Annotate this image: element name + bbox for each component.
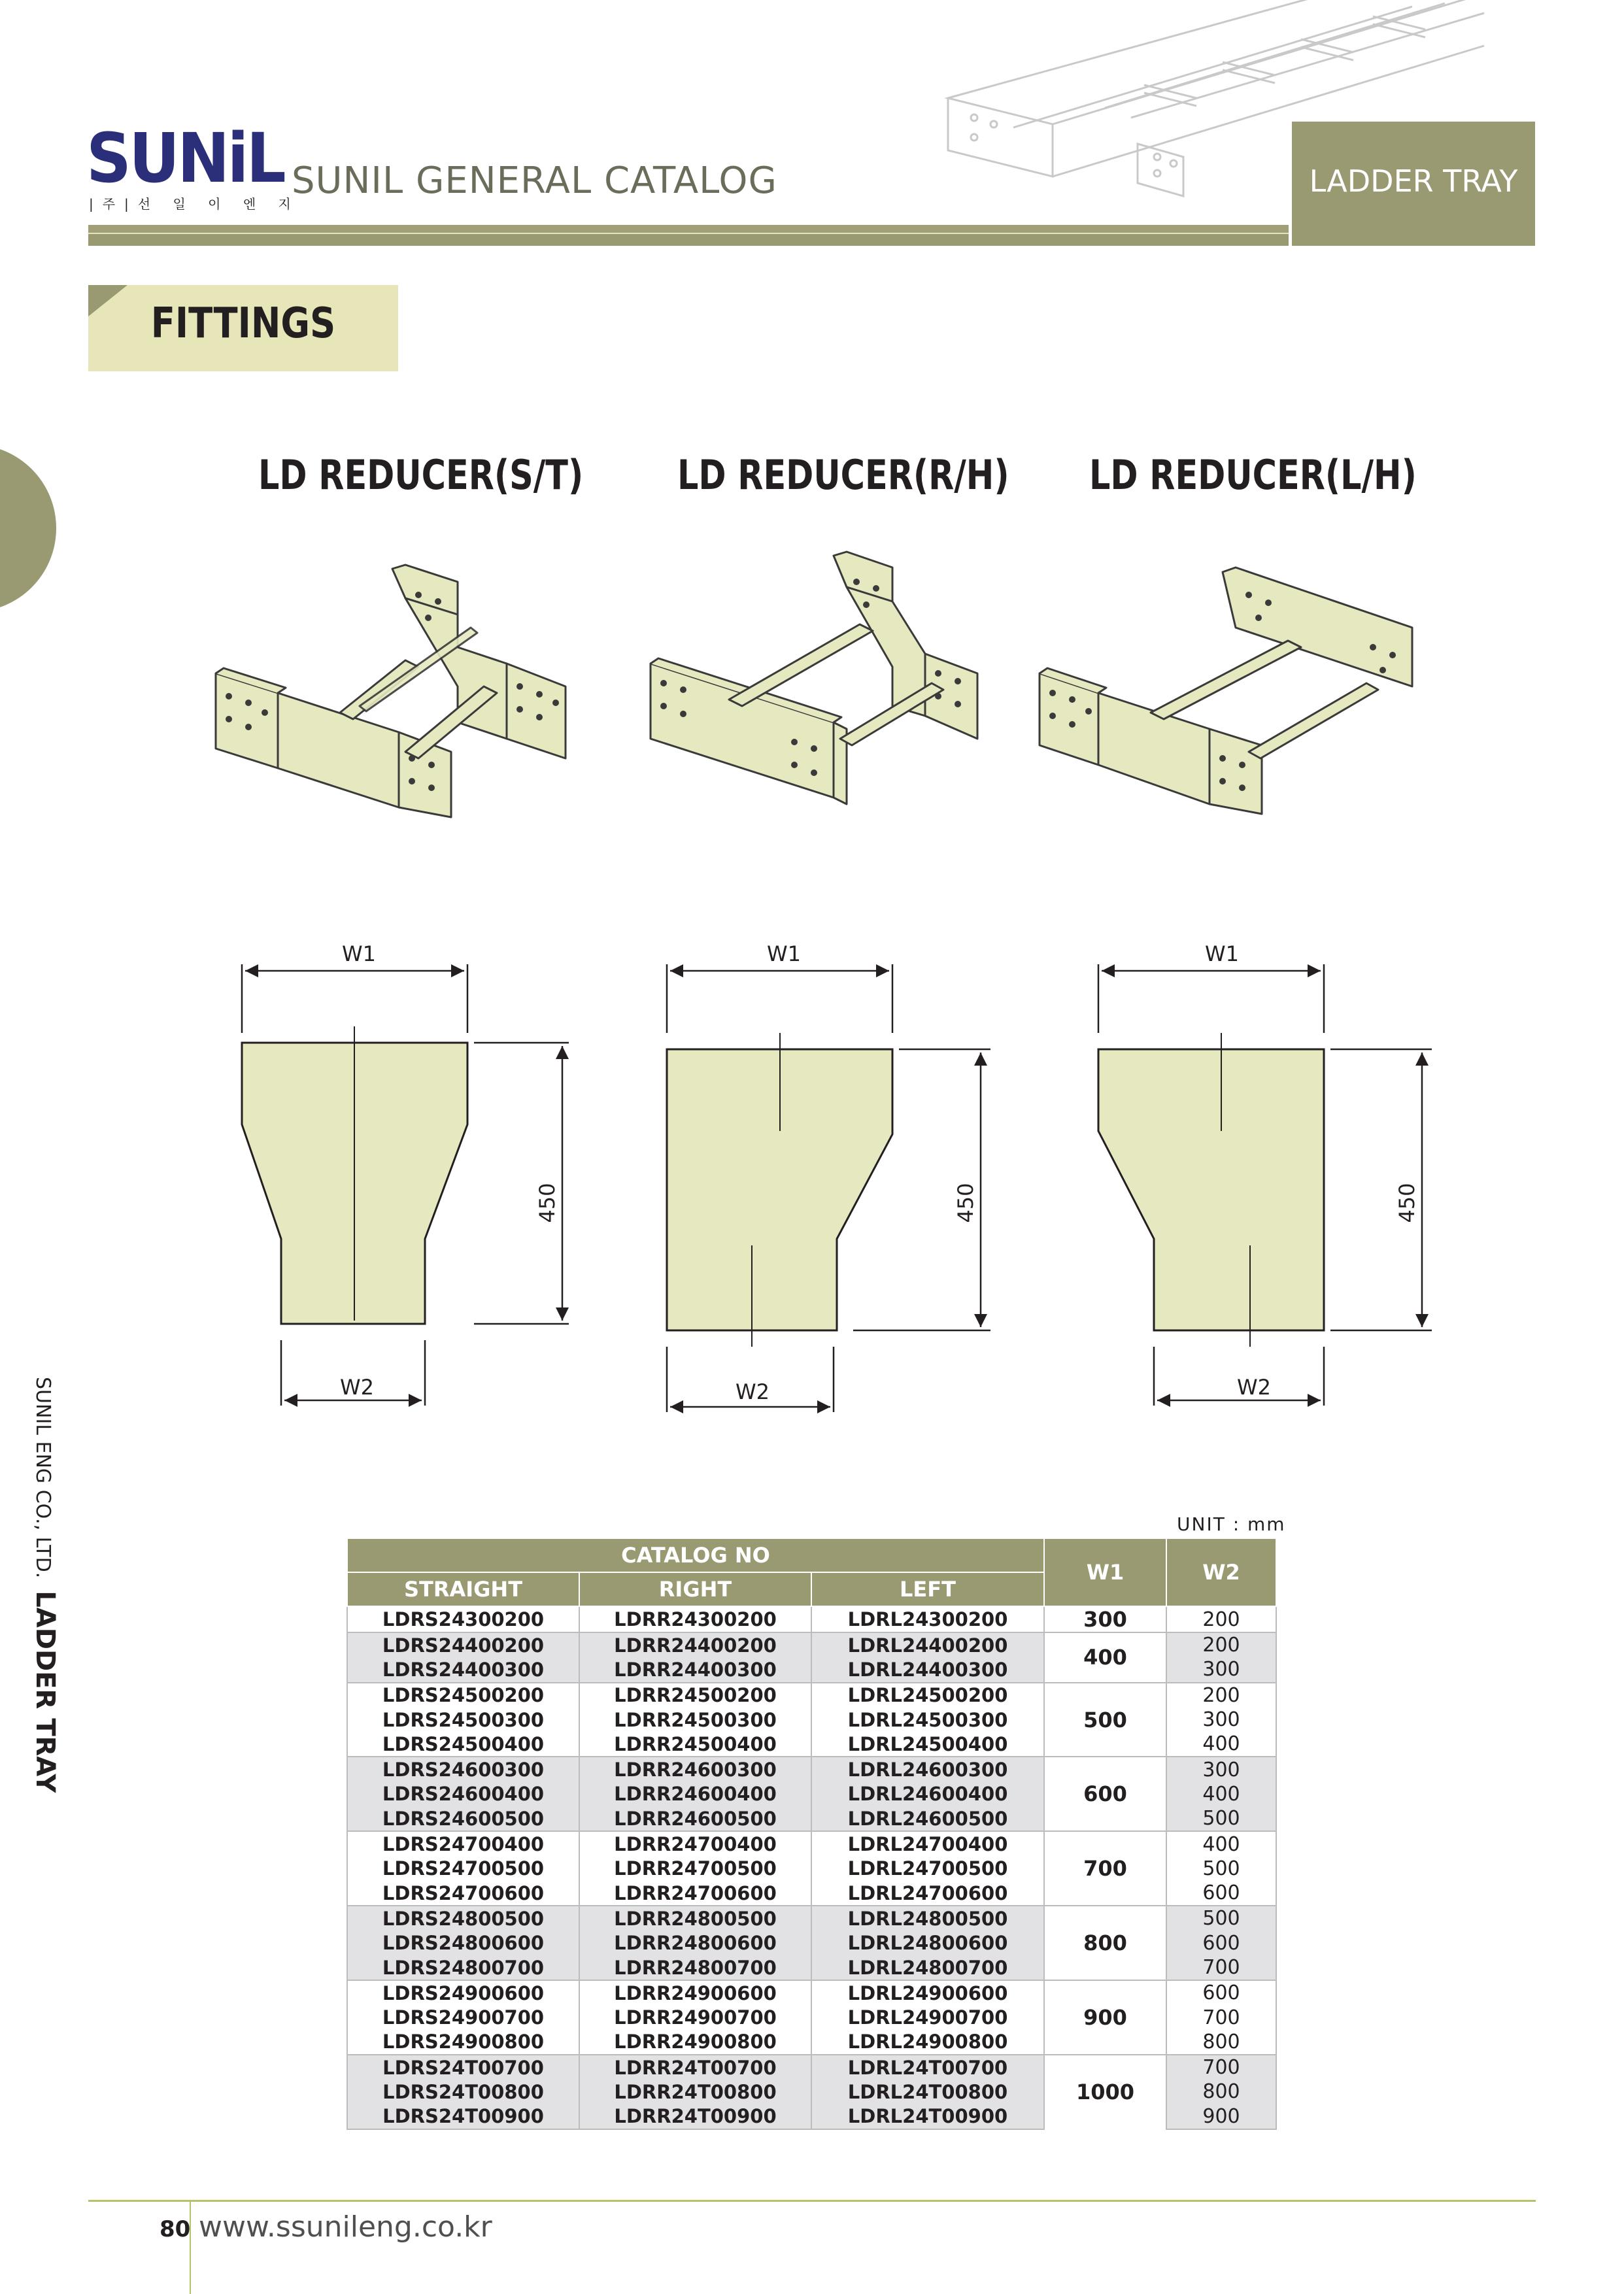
cell-w1: 400 (1044, 1632, 1166, 1683)
cell-left: LDRL24800500 (811, 1906, 1044, 1931)
header-w1: W1 (1044, 1538, 1166, 1606)
cell-w2: 200 (1166, 1683, 1276, 1708)
cell-left: LDRL24500200 (811, 1683, 1044, 1708)
lh-length-label: 450 (1395, 1183, 1419, 1223)
header-rule (88, 225, 1289, 233)
st-w2-label: W2 (340, 1375, 374, 1400)
cell-w1: 900 (1044, 1980, 1166, 2055)
cell-right: LDRR24700400 (579, 1831, 811, 1856)
footer-rule (88, 2200, 1536, 2202)
cell-left: LDRL24T00700 (811, 2055, 1044, 2080)
cell-straight: LDRS24600400 (347, 1782, 579, 1806)
unit-label: UNIT : mm (1177, 1513, 1286, 1535)
table-row (347, 1980, 1276, 2005)
cell-straight: LDRS24T00800 (347, 2080, 579, 2104)
cell-straight: LDRS24T00900 (347, 2104, 579, 2129)
reducer-rh-illustration (644, 549, 990, 824)
header-rule-lower (88, 234, 1289, 246)
cell-straight: LDRS24800500 (347, 1906, 579, 1931)
cell-w2: 500 (1166, 1857, 1276, 1881)
cell-left: LDRL24600500 (811, 1806, 1044, 1831)
lh-w1-label: W1 (1205, 941, 1239, 966)
cell-w1: 600 (1044, 1757, 1166, 1831)
cell-w2: 700 (1166, 2005, 1276, 2029)
cell-straight: LDRS24900800 (347, 2030, 579, 2055)
product-title-st: LD REDUCER(S/T) (258, 451, 584, 499)
cell-right: LDRR24500200 (579, 1683, 811, 1708)
product-title-lh: LD REDUCER(L/H) (1089, 451, 1417, 499)
lh-w2-label: W2 (1237, 1375, 1271, 1400)
cell-left: LDRL24500400 (811, 1732, 1044, 1757)
cell-w2: 700 (1166, 1955, 1276, 1980)
cell-straight: LDRS24500300 (347, 1708, 579, 1732)
cell-right: LDRR24900600 (579, 1980, 811, 2005)
header-catalog-no: CATALOG NO (347, 1538, 1044, 1572)
cell-right: LDRR24T00800 (579, 2080, 811, 2104)
cell-left: LDRL24T00900 (811, 2104, 1044, 2129)
cell-w2: 200 (1166, 1632, 1276, 1657)
cell-left: LDRL24900600 (811, 1980, 1044, 2005)
cell-right: LDRR24600300 (579, 1757, 811, 1781)
cell-w1: 800 (1044, 1906, 1166, 1980)
cell-left: LDRL24700400 (811, 1831, 1044, 1856)
cell-straight: LDRS24800700 (347, 1955, 579, 1980)
cell-left: LDRL24600400 (811, 1782, 1044, 1806)
cell-w2: 400 (1166, 1831, 1276, 1856)
header-right: RIGHT (579, 1572, 811, 1606)
cell-straight: LDRS24300200 (347, 1606, 579, 1632)
cell-w2: 800 (1166, 2080, 1276, 2104)
cell-w1: 300 (1044, 1606, 1166, 1632)
section-label: LADDER TRAY (1309, 163, 1518, 199)
cell-w2: 900 (1166, 2104, 1276, 2129)
table-row (347, 1606, 1276, 1632)
reducer-lh-illustration (1033, 556, 1425, 824)
cell-w2: 300 (1166, 1657, 1276, 1682)
table-row (347, 2055, 1276, 2080)
cell-w2: 600 (1166, 1881, 1276, 1906)
cell-right: LDRR24600400 (579, 1782, 811, 1806)
cell-w2: 600 (1166, 1980, 1276, 2005)
cell-left: LDRL24900700 (811, 2005, 1044, 2029)
cell-right: LDRR24700600 (579, 1881, 811, 1906)
cell-right: LDRR24300200 (579, 1606, 811, 1632)
cell-right: LDRR24900800 (579, 2030, 811, 2055)
cell-left: LDRL24700600 (811, 1881, 1044, 1906)
side-caption (30, 1377, 60, 1965)
cell-w2: 400 (1166, 1732, 1276, 1757)
catalog-table (347, 1538, 1277, 2130)
cell-w2: 300 (1166, 1708, 1276, 1732)
rh-w2-label: W2 (736, 1379, 770, 1404)
cell-right: LDRR24800700 (579, 1955, 811, 1980)
rh-length-label: 450 (953, 1183, 978, 1223)
side-section: LADDER TRAY (30, 1591, 60, 1793)
cell-right: LDRR24500400 (579, 1732, 811, 1757)
cell-left: LDRL24700500 (811, 1857, 1044, 1881)
reducer-lh-diagram (1085, 928, 1478, 1425)
cell-straight: LDRS24900600 (347, 1980, 579, 2005)
table-row (347, 1757, 1276, 1781)
cell-w1: 700 (1044, 1831, 1166, 1906)
cell-right: LDRR24800600 (579, 1931, 811, 1955)
cell-w2: 500 (1166, 1806, 1276, 1831)
cell-straight: LDRS24700400 (347, 1831, 579, 1856)
logo: SUNiL (86, 118, 284, 198)
cell-w1: 1000 (1044, 2055, 1166, 2129)
cell-straight: LDRS24400200 (347, 1632, 579, 1657)
cell-straight: LDRS24700500 (347, 1857, 579, 1881)
logo-subtitle: |주|선 일 이 엔 지 (89, 196, 300, 212)
cell-straight: LDRS24600500 (347, 1806, 579, 1831)
cell-w2: 400 (1166, 1782, 1276, 1806)
st-w1-label: W1 (342, 941, 376, 966)
cell-right: LDRR24T00900 (579, 2104, 811, 2129)
cell-w2: 500 (1166, 1906, 1276, 1931)
cell-w2: 700 (1166, 2055, 1276, 2080)
table-row (347, 1683, 1276, 1708)
cell-w2: 600 (1166, 1931, 1276, 1955)
cell-right: LDRR24900700 (579, 2005, 811, 2029)
cell-right: LDRR24T00700 (579, 2055, 811, 2080)
cell-left: LDRL24400300 (811, 1657, 1044, 1682)
cell-straight: LDRS24T00700 (347, 2055, 579, 2080)
header-left: LEFT (811, 1572, 1044, 1606)
cell-left: LDRL24800700 (811, 1955, 1044, 1980)
side-company: SUNIL ENG CO., LTD. (31, 1377, 54, 1579)
cell-straight: LDRS24600300 (347, 1757, 579, 1781)
cell-straight: LDRS24700600 (347, 1881, 579, 1906)
table-row (347, 1906, 1276, 1931)
page-number: 80 (160, 2216, 191, 2242)
catalog-title: SUNIL GENERAL CATALOG (292, 160, 777, 202)
cell-w2: 800 (1166, 2030, 1276, 2055)
cell-straight: LDRS24400300 (347, 1657, 579, 1682)
cell-left: LDRL24600300 (811, 1757, 1044, 1781)
fittings-label: FITTINGS (150, 299, 336, 348)
cell-straight: LDRS24900700 (347, 2005, 579, 2029)
cell-left: LDRL24400200 (811, 1632, 1044, 1657)
catalog-table-body (347, 1606, 1276, 2129)
table-row (347, 1632, 1276, 1657)
reducer-st-diagram (216, 928, 608, 1425)
page-edge-tab (0, 445, 56, 612)
table-row (347, 1831, 1276, 1856)
rh-w1-label: W1 (767, 941, 801, 966)
cell-w1: 500 (1044, 1683, 1166, 1757)
product-title-rh: LD REDUCER(R/H) (677, 451, 1009, 499)
cell-straight: LDRS24500400 (347, 1732, 579, 1757)
cell-w2: 200 (1166, 1606, 1276, 1632)
header-w2: W2 (1166, 1538, 1276, 1606)
st-length-label: 450 (535, 1183, 560, 1223)
cell-right: LDRR24400200 (579, 1632, 811, 1657)
cell-left: LDRL24900800 (811, 2030, 1044, 2055)
header-straight: STRAIGHT (347, 1572, 579, 1606)
cell-w2: 300 (1166, 1757, 1276, 1781)
cell-right: LDRR24700500 (579, 1857, 811, 1881)
website-link[interactable]: www.ssunileng.co.kr (199, 2210, 492, 2244)
cell-right: LDRR24800500 (579, 1906, 811, 1931)
cell-right: LDRR24400300 (579, 1657, 811, 1682)
cell-left: LDRL24300200 (811, 1606, 1044, 1632)
cell-left: LDRL24500300 (811, 1708, 1044, 1732)
cell-straight: LDRS24500200 (347, 1683, 579, 1708)
reducer-rh-diagram (651, 928, 1043, 1425)
cell-left: LDRL24T00800 (811, 2080, 1044, 2104)
reducer-st-illustration (209, 556, 575, 824)
cell-right: LDRR24600500 (579, 1806, 811, 1831)
cell-straight: LDRS24800600 (347, 1931, 579, 1955)
cell-right: LDRR24500300 (579, 1708, 811, 1732)
cell-left: LDRL24800600 (811, 1931, 1044, 1955)
